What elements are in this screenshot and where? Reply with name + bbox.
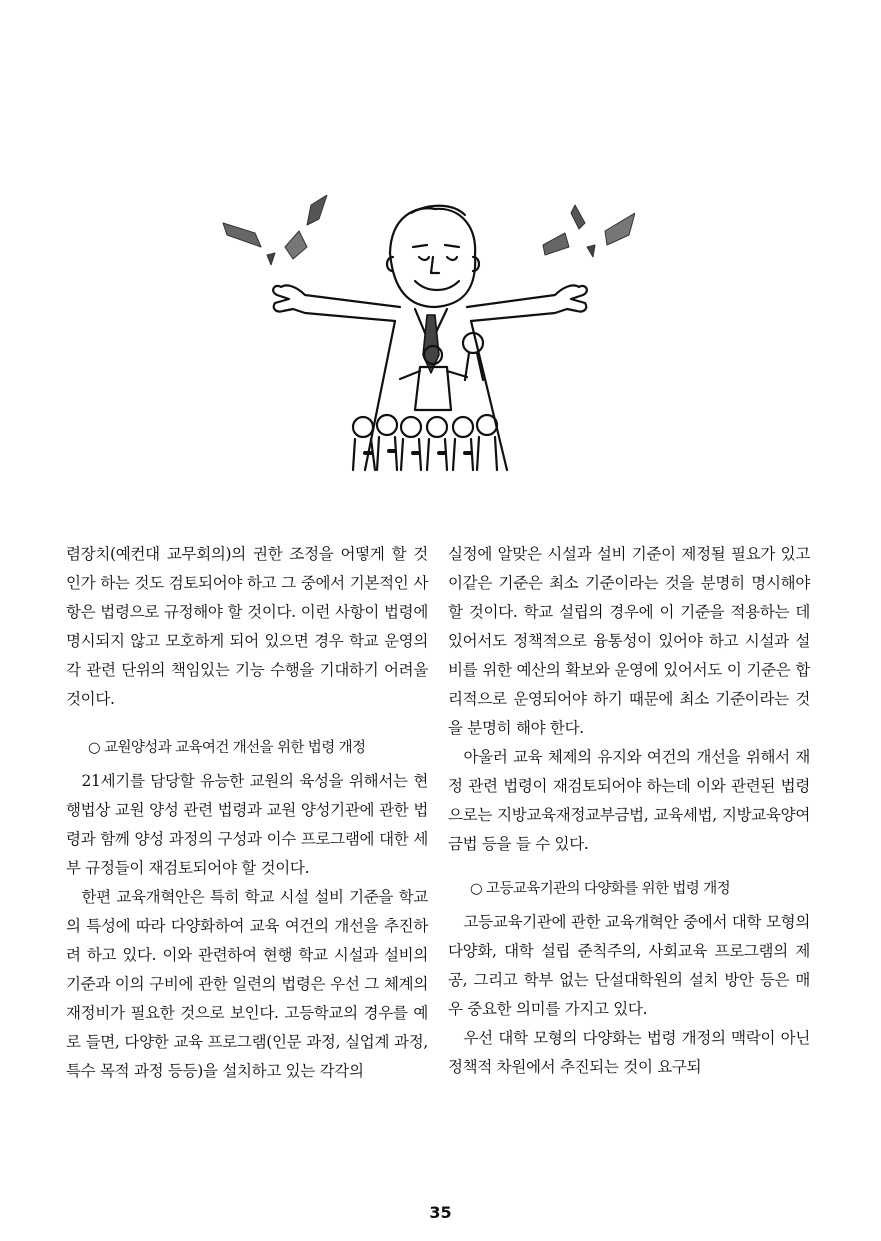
body-paragraph: 아울러 교육 체제의 유지와 여건의 개선을 위해서 재정 관련 법령이 재검토되어야 하는데 이와 관련된 법령으로는 지방교육재정교부금법, 교육세법, 지방교육양여금법 등을 들 수 있다.: [448, 748, 810, 853]
left-column: [66, 540, 428, 1086]
body-paragraph: 렴장치(예컨대 교무회의)의 권한 조정을 어떻게 할 것인가 하는 것도 검토되어야 하고 그 중에서 기본적인 사항은 법령으로 규정해야 할 것이다. 이런 사항이 법령에 명시되지 않고 모호하게 되어 있으면 경우 학교 운영의 각 관련 단위의 책임있는 기능 수행을 기대하기 어려울 것이다.: [66, 545, 428, 708]
page-number: 35: [429, 1203, 452, 1222]
body-paragraph: 우선 대학 모형의 다양화는 법령 개정의 맥락이 아닌 정책적 차원에서 추진되는 것이 요구되: [448, 1029, 810, 1076]
body-paragraph: 고등교육기관에 관한 교육개혁안 중에서 대학 모형의 다양화, 대학 설립 준칙주의, 사회교육 프로그램의 제공, 그리고 학부 없는 단설대학원의 설치 방안 등은 매우 중요한 의미를 가지고 있다.: [448, 913, 810, 1018]
body-paragraph: 21세기를 담당할 유능한 교원의 육성을 위해서는 현행법상 교원 양성 관련 법령과 교원 양성기관에 관한 법령과 함께 양성 과정의 구성과 이수 프로그램에 대한 세부 규정들이 재검토되어야 할 것이다.: [66, 772, 428, 877]
cartoon-official-icon: [215, 195, 635, 480]
body-paragraph: 실정에 알맞은 시설과 설비 기준이 제정될 필요가 있고 이같은 기준은 최소 기준이라는 것을 분명히 명시해야 할 것이다. 학교 설립의 경우에 이 기준을 적용하는 데 있어서도 정책적으로 융통성이 있어야 하고 시설과 설비를 위한 예산의 확보와 운영에 있어서도 이 기준은 합리적으로 운영되어야 하기 때문에 최소 기준이라는 것을 분명히 해야 한다.: [448, 545, 810, 737]
section-heading: ○ 교원양성과 교육여건 개선을 위한 법령 개정: [88, 740, 366, 756]
cartoon-illustration: [215, 195, 635, 480]
body-paragraph: 한편 교육개혁안은 특히 학교 시설 설비 기준을 학교의 특성에 따라 다양화하여 교육 여건의 개선을 추진하려 하고 있다. 이와 관련하여 현행 학교 시설과 설비의 기준과 이의 구비에 관한 일련의 법령은 우선 그 체계의 재정비가 필요한 것으로 보인다. 고등학교의 경우를 예로 들면, 다양한 교육 프로그램(인문 과정, 실업계 과정, 특수 목적 과정 등등)을 설치하고 있는 각각의: [66, 888, 428, 1080]
right-column: [448, 540, 810, 1082]
section-heading: ○ 고등교육기관의 다양화를 위한 법령 개정: [470, 881, 731, 897]
